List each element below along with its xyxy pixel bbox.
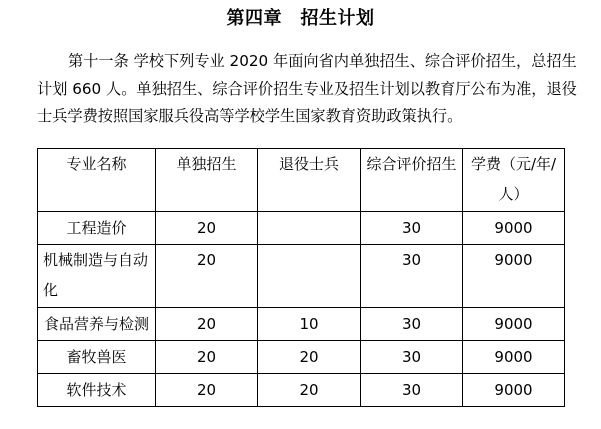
cell-veterans (258, 245, 361, 308)
cell-major-name: 机械制造与自动化 (38, 245, 156, 308)
cell-independent-enrollment: 20 (156, 212, 258, 245)
cell-major-name: 畜牧兽医 (38, 341, 156, 374)
cell-major-name: 工程造价 (38, 212, 156, 245)
cell-comprehensive-evaluation: 30 (361, 308, 463, 341)
cell-comprehensive-evaluation: 30 (361, 212, 463, 245)
chapter-title: 第四章 招生计划 (226, 8, 375, 29)
header-independent-enrollment: 单独招生 (156, 149, 258, 212)
table-row (38, 245, 565, 308)
cell-major-name: 软件技术 (38, 374, 156, 407)
article-line: 第十一条 学校下列专业 2020 年面向省内单独招生、综合评价招生，总招生 (68, 52, 577, 70)
cell-major-name: 食品营养与检测 (38, 308, 156, 341)
table-row (38, 212, 565, 245)
table-row (38, 308, 565, 341)
cell-tuition: 9000 (463, 374, 565, 407)
header-comprehensive-evaluation: 综合评价招生 (361, 149, 463, 212)
table-row (38, 341, 565, 374)
cell-veterans (258, 212, 361, 245)
cell-comprehensive-evaluation: 30 (361, 245, 463, 308)
cell-tuition: 9000 (463, 308, 565, 341)
article-paragraph (37, 48, 577, 131)
cell-independent-enrollment: 20 (156, 374, 258, 407)
header-major-name: 专业名称 (38, 149, 156, 212)
header-veterans: 退役士兵 (258, 149, 361, 212)
article-line: 士兵学费按照国家服兵役高等学校学生国家教育资助政策执行。 (37, 107, 463, 125)
cell-comprehensive-evaluation: 30 (361, 374, 463, 407)
cell-comprehensive-evaluation: 30 (361, 341, 463, 374)
cell-tuition: 9000 (463, 341, 565, 374)
header-tuition: 学费（元/年/人） (463, 149, 565, 212)
cell-veterans: 20 (258, 374, 361, 407)
cell-veterans: 20 (258, 341, 361, 374)
table-row (38, 374, 565, 407)
enrollment-plan-table (37, 148, 565, 407)
cell-independent-enrollment: 20 (156, 245, 258, 308)
article-line: 计划 660 人。单独招生、综合评价招生专业及招生计划以教育厅公布为准，退役 (37, 79, 577, 98)
cell-tuition: 9000 (463, 212, 565, 245)
cell-independent-enrollment: 20 (156, 341, 258, 374)
table-header-row (38, 149, 565, 212)
cell-veterans: 10 (258, 308, 361, 341)
cell-independent-enrollment: 20 (156, 308, 258, 341)
cell-tuition: 9000 (463, 245, 565, 308)
